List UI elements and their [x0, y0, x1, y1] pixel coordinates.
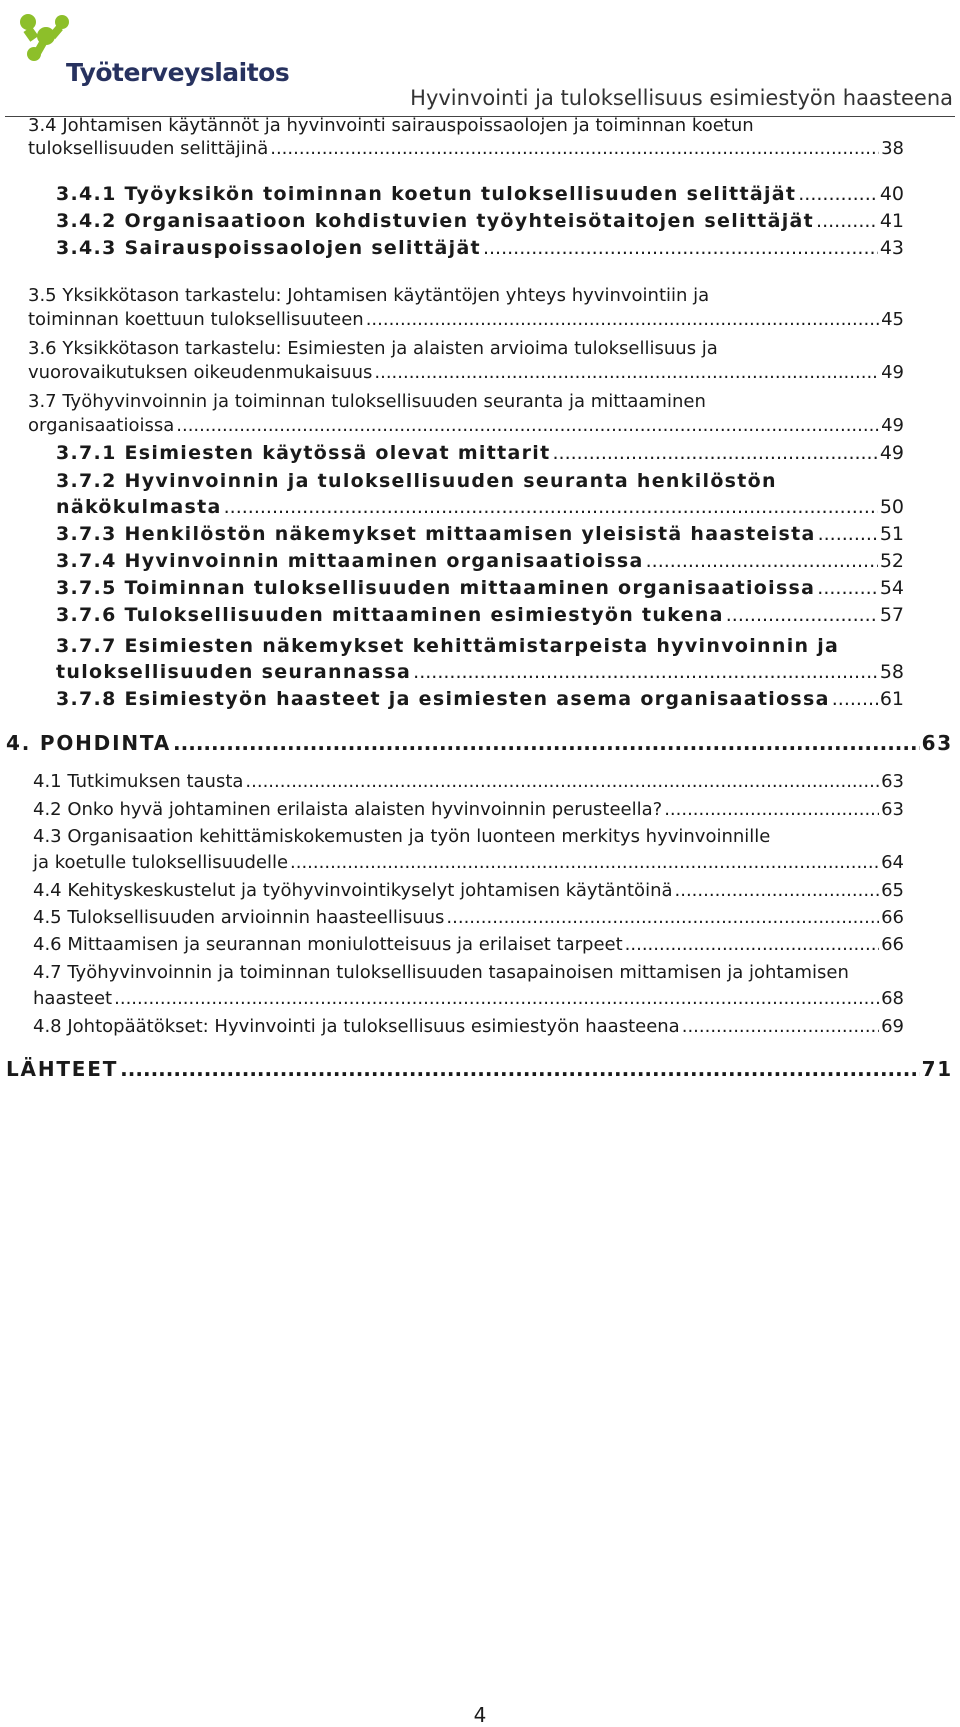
toc-entry-text: 3.7.8 Esimiestyön haasteet ja esimiesten asema organisaatiossa	[56, 688, 830, 710]
leader-dots	[173, 731, 920, 755]
toc-page-number: 57	[879, 604, 904, 626]
toc-page-number: 63	[881, 799, 904, 820]
toc-page-number: 52	[879, 550, 904, 572]
toc-entry-text: 3.7.3 Henkilöstön näkemykset mittaamisen yleisistä haasteista	[56, 523, 816, 545]
toc-entry-text: 4.3 Organisaation kehittämiskokemusten ja työn luonteen merkitys hyvinvoinnille	[33, 826, 771, 847]
leader-dots	[446, 907, 879, 928]
toc-page-number: 50	[879, 496, 904, 518]
toc-page-number: 51	[879, 523, 904, 545]
toc-entry-4-7-line1	[33, 961, 849, 985]
toc-entry-4-6[interactable]	[33, 934, 904, 955]
leader-dots	[245, 771, 879, 792]
leader-dots	[290, 852, 879, 873]
toc-page-number: 58	[879, 661, 904, 683]
leader-dots	[675, 880, 880, 901]
leader-dots	[374, 362, 879, 383]
leader-dots	[625, 934, 879, 955]
toc-entry-text: 3.7.1 Esimiesten käytössä olevat mittarit	[56, 442, 551, 464]
leader-dots	[366, 309, 879, 330]
toc-entry-3-7-7[interactable]	[56, 661, 904, 683]
toc-entry-3-7[interactable]	[28, 415, 904, 436]
toc-entry-3-7-2-line1	[56, 469, 777, 493]
toc-entry-3-7-5[interactable]	[56, 577, 904, 599]
leader-dots	[176, 415, 879, 436]
toc-page-number: 65	[881, 880, 904, 901]
leader-dots	[817, 577, 878, 599]
leader-dots	[483, 237, 878, 259]
leader-dots	[832, 688, 878, 710]
toc-entry-4-4[interactable]	[33, 880, 904, 901]
toc-page-number: 64	[881, 852, 904, 873]
toc-entry-4-8[interactable]	[33, 1016, 904, 1037]
toc-entry-3-4-3[interactable]	[56, 237, 904, 259]
toc-entry-3-4-1[interactable]	[56, 183, 904, 205]
leader-dots	[646, 550, 878, 572]
toc-entry-text: 3.7 Työhyvinvoinnin ja toiminnan tuloksellisuuden seuranta ja mittaaminen	[28, 391, 706, 412]
toc-entry-4-2[interactable]	[33, 799, 904, 820]
toc-entry-text: 3.5 Yksikkötason tarkastelu: Johtamisen käytäntöjen yhteys hyvinvointiin ja	[28, 285, 710, 306]
toc-entry-text: 3.4.2 Organisaatioon kohdistuvien työyhteisötaitojen selittäjät	[56, 210, 815, 232]
toc-entry-3-7-4[interactable]	[56, 550, 904, 572]
toc-entry-text: 3.7.6 Tuloksellisuuden mittaaminen esimiestyön tukena	[56, 604, 724, 626]
leader-dots	[798, 183, 878, 205]
toc-entry-text: organisaatioissa	[28, 415, 175, 436]
toc-entry-3-5-line1	[28, 284, 709, 308]
toc-page-number: 63	[881, 771, 904, 792]
toc-chapter-4[interactable]	[6, 731, 953, 755]
toc-entry-3-6[interactable]	[28, 362, 904, 383]
leader-dots	[726, 604, 878, 626]
toc-entry-4-1[interactable]	[33, 771, 904, 792]
toc-entry-text: toiminnan koettuun tuloksellisuuteen	[28, 309, 364, 330]
toc-entry-text: LÄHTEET	[6, 1057, 119, 1081]
toc-entry-3-4-line1	[28, 114, 754, 138]
toc-page-number: 38	[881, 138, 904, 159]
page-number: 4	[473, 1703, 487, 1727]
leader-dots	[553, 442, 878, 464]
toc-entry-3-4-2[interactable]	[56, 210, 904, 232]
toc-entry-text: haasteet	[33, 988, 113, 1009]
toc-page-number: 45	[881, 309, 904, 330]
toc-entry-3-7-1[interactable]	[56, 442, 904, 464]
leader-dots	[664, 799, 879, 820]
toc-entry-text: 3.7.7 Esimiesten näkemykset kehittämistarpeista hyvinvoinnin ja	[56, 635, 840, 657]
toc-entry-text: 4.4 Kehityskeskustelut ja työhyvinvointikyselyt johtamisen käytäntöinä	[33, 880, 673, 901]
toc-page-number: 49	[881, 415, 904, 436]
leader-dots	[682, 1016, 879, 1037]
toc-entry-text: tuloksellisuuden seurannassa	[56, 661, 412, 683]
toc-entry-text: 3.4 Johtamisen käytännöt ja hyvinvointi sairauspoissaolojen ja toiminnan koetun	[28, 115, 754, 136]
toc-entry-text: 3.7.4 Hyvinvoinnin mittaaminen organisaatioissa	[56, 550, 644, 572]
toc-chapter-lahteet[interactable]	[6, 1057, 953, 1081]
toc-entry-text: 4.1 Tutkimuksen tausta	[33, 771, 244, 792]
toc-entry-text: 3.7.2 Hyvinvoinnin ja tuloksellisuuden seuranta henkilöstön	[56, 470, 777, 492]
toc-entry-3-7-8[interactable]	[56, 688, 904, 710]
toc-entry-4-3-line1	[33, 825, 770, 849]
leader-dots	[818, 523, 878, 545]
toc-entry-3-5[interactable]	[28, 309, 904, 330]
toc-page-number: 54	[879, 577, 904, 599]
toc-entry-text: 4.6 Mittaamisen ja seurannan moniulotteisuus ja erilaiset tarpeet	[33, 934, 623, 955]
toc-page-number: 40	[879, 183, 904, 205]
toc-entry-text: vuorovaikutuksen oikeudenmukaisuus	[28, 362, 373, 383]
toc-page-number: 68	[881, 988, 904, 1009]
document-title: Hyvinvointi ja tuloksellisuus esimiestyön haasteena	[410, 86, 953, 110]
toc-entry-text: 4.5 Tuloksellisuuden arvioinnin haasteellisuus	[33, 907, 445, 928]
toc-page-number: 49	[881, 362, 904, 383]
toc-entry-3-4[interactable]	[28, 138, 904, 159]
toc-entry-4-5[interactable]	[33, 907, 904, 928]
toc-entry-text: 3.4.3 Sairauspoissaolojen selittäjät	[56, 237, 481, 259]
toc-entry-3-7-6[interactable]	[56, 604, 904, 626]
toc-entry-3-7-line1	[28, 390, 706, 414]
toc-page-number: 66	[881, 934, 904, 955]
leader-dots	[120, 1057, 919, 1081]
toc-entry-text: 3.4.1 Työyksikön toiminnan koetun tuloksellisuuden selittäjät	[56, 183, 797, 205]
toc-entry-text: 3.7.5 Toiminnan tuloksellisuuden mittaaminen organisaatioissa	[56, 577, 816, 599]
leader-dots	[816, 210, 878, 232]
toc-page-number: 69	[881, 1016, 904, 1037]
toc-page-number: 71	[921, 1057, 953, 1081]
leader-dots	[114, 988, 879, 1009]
toc-page-number: 61	[879, 688, 904, 710]
toc-entry-3-6-line1	[28, 337, 718, 361]
toc-page-number: 63	[921, 731, 953, 755]
toc-page-number: 41	[879, 210, 904, 232]
toc-page-number: 66	[881, 907, 904, 928]
leader-dots	[413, 661, 878, 683]
toc-page-number: 49	[879, 442, 904, 464]
toc-entry-text: tuloksellisuuden selittäjinä	[28, 138, 269, 159]
toc-entry-text: 4. POHDINTA	[6, 731, 172, 755]
toc-entry-4-3[interactable]	[33, 852, 904, 873]
logo-text: Työterveyslaitos	[66, 58, 290, 87]
leader-dots	[224, 496, 878, 518]
toc-entry-text: 3.6 Yksikkötason tarkastelu: Esimiesten ja alaisten arvioima tuloksellisuus ja	[28, 338, 718, 359]
toc-entry-text: ja koetulle tuloksellisuudelle	[33, 852, 289, 873]
leader-dots	[270, 138, 879, 159]
toc-page-number: 43	[879, 237, 904, 259]
toc-entry-text: näkökulmasta	[56, 496, 222, 518]
toc-entry-4-7[interactable]	[33, 988, 904, 1009]
toc-entry-3-7-2[interactable]	[56, 496, 904, 518]
toc-entry-3-7-7-line1	[56, 634, 839, 658]
toc-entry-text: 4.2 Onko hyvä johtaminen erilaista alaisten hyvinvoinnin perusteella?	[33, 799, 663, 820]
toc-entry-text: 4.7 Työhyvinvoinnin ja toiminnan tuloksellisuuden tasapainoisen mittamisen ja johtamisen	[33, 962, 849, 983]
toc-entry-3-7-3[interactable]	[56, 523, 904, 545]
toc-entry-text: 4.8 Johtopäätökset: Hyvinvointi ja tuloksellisuus esimiestyön haasteena	[33, 1016, 680, 1037]
